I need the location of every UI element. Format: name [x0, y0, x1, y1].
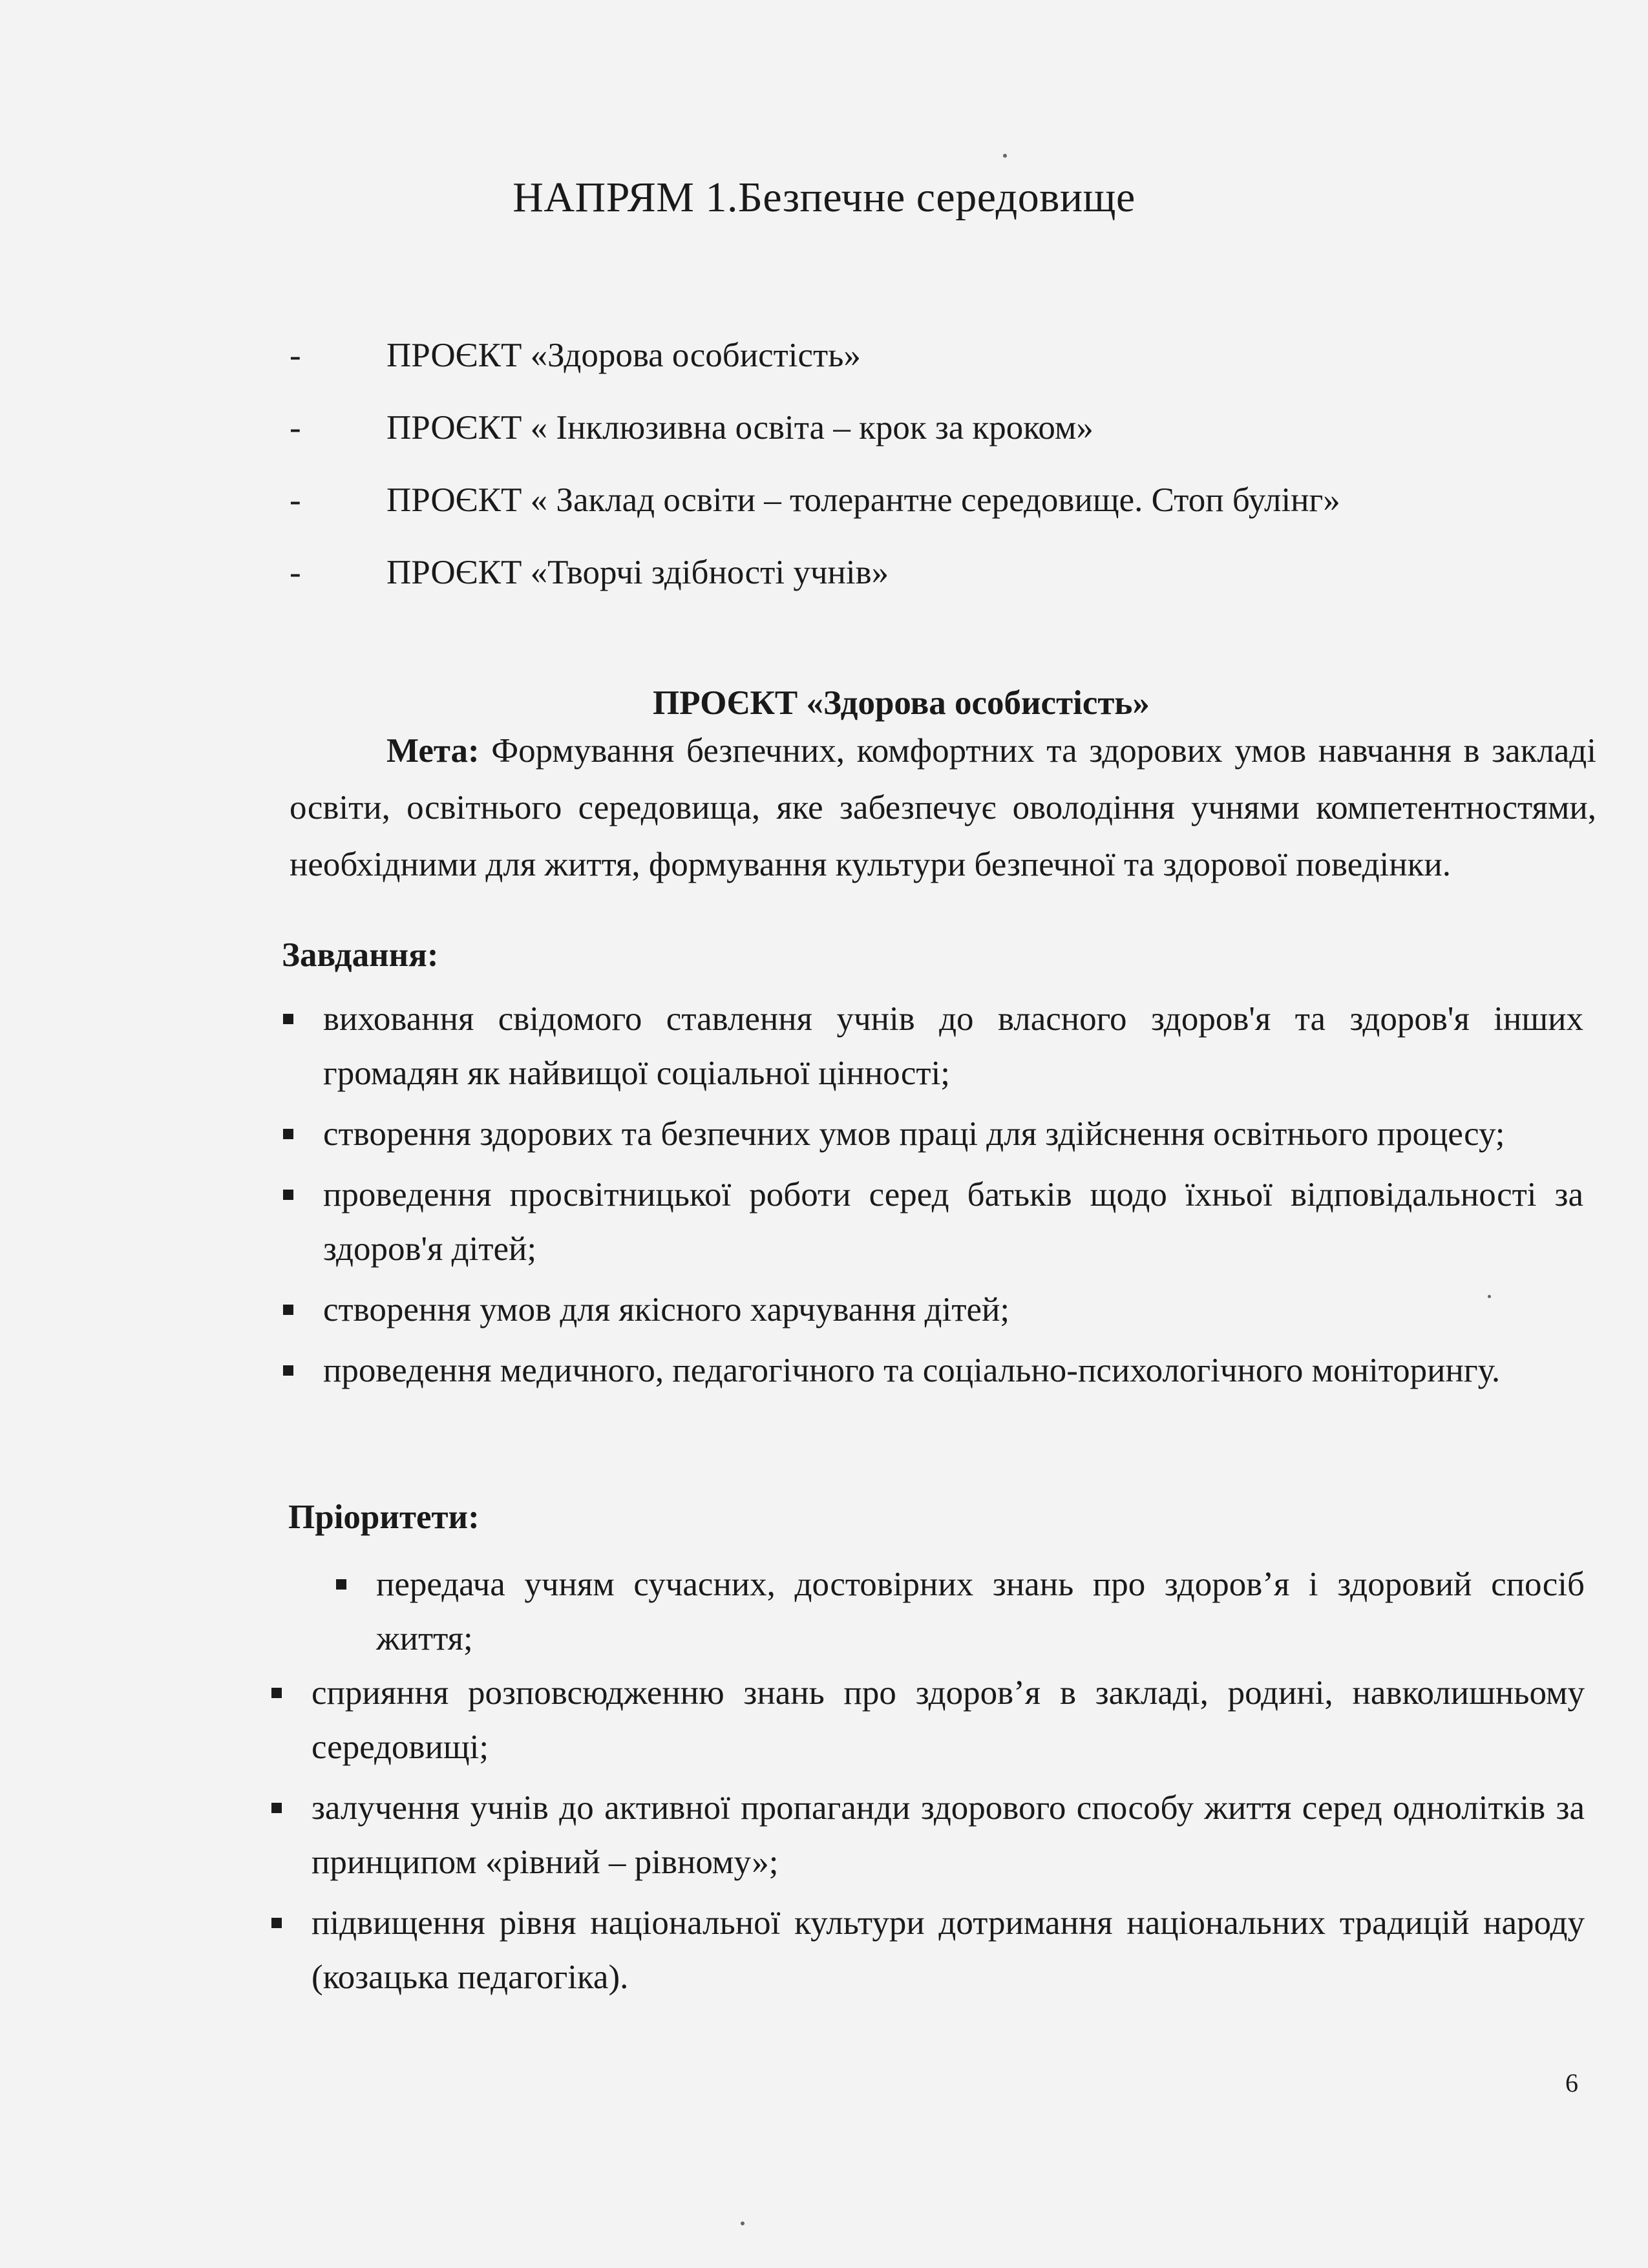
task-item [278, 1107, 1583, 1161]
project-list-item [290, 408, 1517, 481]
page-number: 6 [1565, 2068, 1578, 2097]
square-bullet-icon [283, 1190, 293, 1200]
priority-item [266, 1666, 1585, 1774]
square-bullet-icon [271, 1918, 282, 1928]
square-bullet-icon [283, 1365, 293, 1376]
task-item-text: створення здорових та безпечних умов праці для здійснення освітнього процесу; [323, 1115, 1505, 1153]
priority-item-text: залучення учнів до активної пропаганди здорового способу життя серед однолітків за принципом «рівний – рівному»; [312, 1789, 1585, 1881]
square-bullet-icon [283, 1129, 293, 1139]
priority-item [266, 1896, 1585, 2004]
square-bullet-icon [283, 1305, 293, 1315]
dash-marker: - [290, 409, 301, 446]
scan-speck [1003, 154, 1007, 158]
priorities-list-indented [331, 1557, 1585, 1672]
task-item [278, 992, 1583, 1100]
dash-marker: - [290, 337, 301, 374]
project-list-item-text: ПРОЄКТ «Творчі здібності учнів» [386, 554, 889, 591]
task-item-text: виховання свідомого ставлення учнів до власного здоров'я та здоров'я інших громадян як найвищої соціальної цінності; [323, 1000, 1583, 1092]
project-list-item-text: ПРОЄКТ « Заклад освіти – толерантне середовище. Стоп булінг» [386, 481, 1340, 519]
square-bullet-icon [336, 1579, 346, 1590]
priorities-list [266, 1666, 1585, 2011]
square-bullet-icon [283, 1014, 293, 1024]
goal-paragraph [290, 722, 1596, 893]
tasks-label: Завдання: [282, 936, 439, 974]
tasks-list [278, 992, 1583, 1404]
project-list-item [290, 553, 1517, 625]
task-item [278, 1283, 1583, 1337]
priority-item [266, 1781, 1585, 1889]
priority-item-text: сприяння розповсюдженню знань про здоров’я в закладі, родині, навколишньому середовищі; [312, 1674, 1585, 1766]
task-item [278, 1343, 1583, 1398]
square-bullet-icon [271, 1803, 282, 1813]
goal-text: Формування безпечних, комфортних та здорових умов навчання в закладі освіти, освітнього середовища, яке забезпечує оволодіння учнями компетентностями, необхідними для життя, формування культури безпечної та здорової поведінки. [290, 732, 1596, 883]
scan-speck [741, 2221, 745, 2225]
page-heading: НАПРЯМ 1.Безпечне середовище [512, 174, 1136, 221]
task-item [278, 1168, 1583, 1276]
project-list-item-text: ПРОЄКТ «Здорова особистість» [386, 337, 861, 374]
task-item-text: проведення медичного, педагогічного та соціально-психологічного моніторингу. [323, 1352, 1501, 1389]
priority-item [331, 1557, 1585, 1666]
project-list-item [290, 481, 1517, 553]
task-item-text: створення умов для якісного харчування дітей; [323, 1291, 1010, 1328]
task-item-text: проведення просвітницької роботи серед батьків щодо їхньої відповідальності за здоров'я дітей; [323, 1176, 1583, 1268]
scan-speck [1488, 1295, 1491, 1298]
square-bullet-icon [271, 1688, 282, 1698]
goal-label: Мета: [386, 732, 480, 770]
section-title: ПРОЄКТ «Здорова особистість» [653, 684, 1150, 722]
dash-marker: - [290, 481, 301, 519]
dash-marker: - [290, 554, 301, 591]
priorities-label: Пріоритети: [288, 1498, 480, 1536]
project-list-item [290, 336, 1517, 408]
project-list [290, 336, 1517, 625]
project-list-item-text: ПРОЄКТ « Інклюзивна освіта – крок за кроком» [386, 409, 1093, 446]
priority-item-text: передача учням сучасних, достовірних знань про здоров’я і здоровий спосіб життя; [376, 1566, 1585, 1657]
priority-item-text: підвищення рівня національної культури дотримання національних традицій народу (козацька педагогіка). [312, 1904, 1585, 1996]
